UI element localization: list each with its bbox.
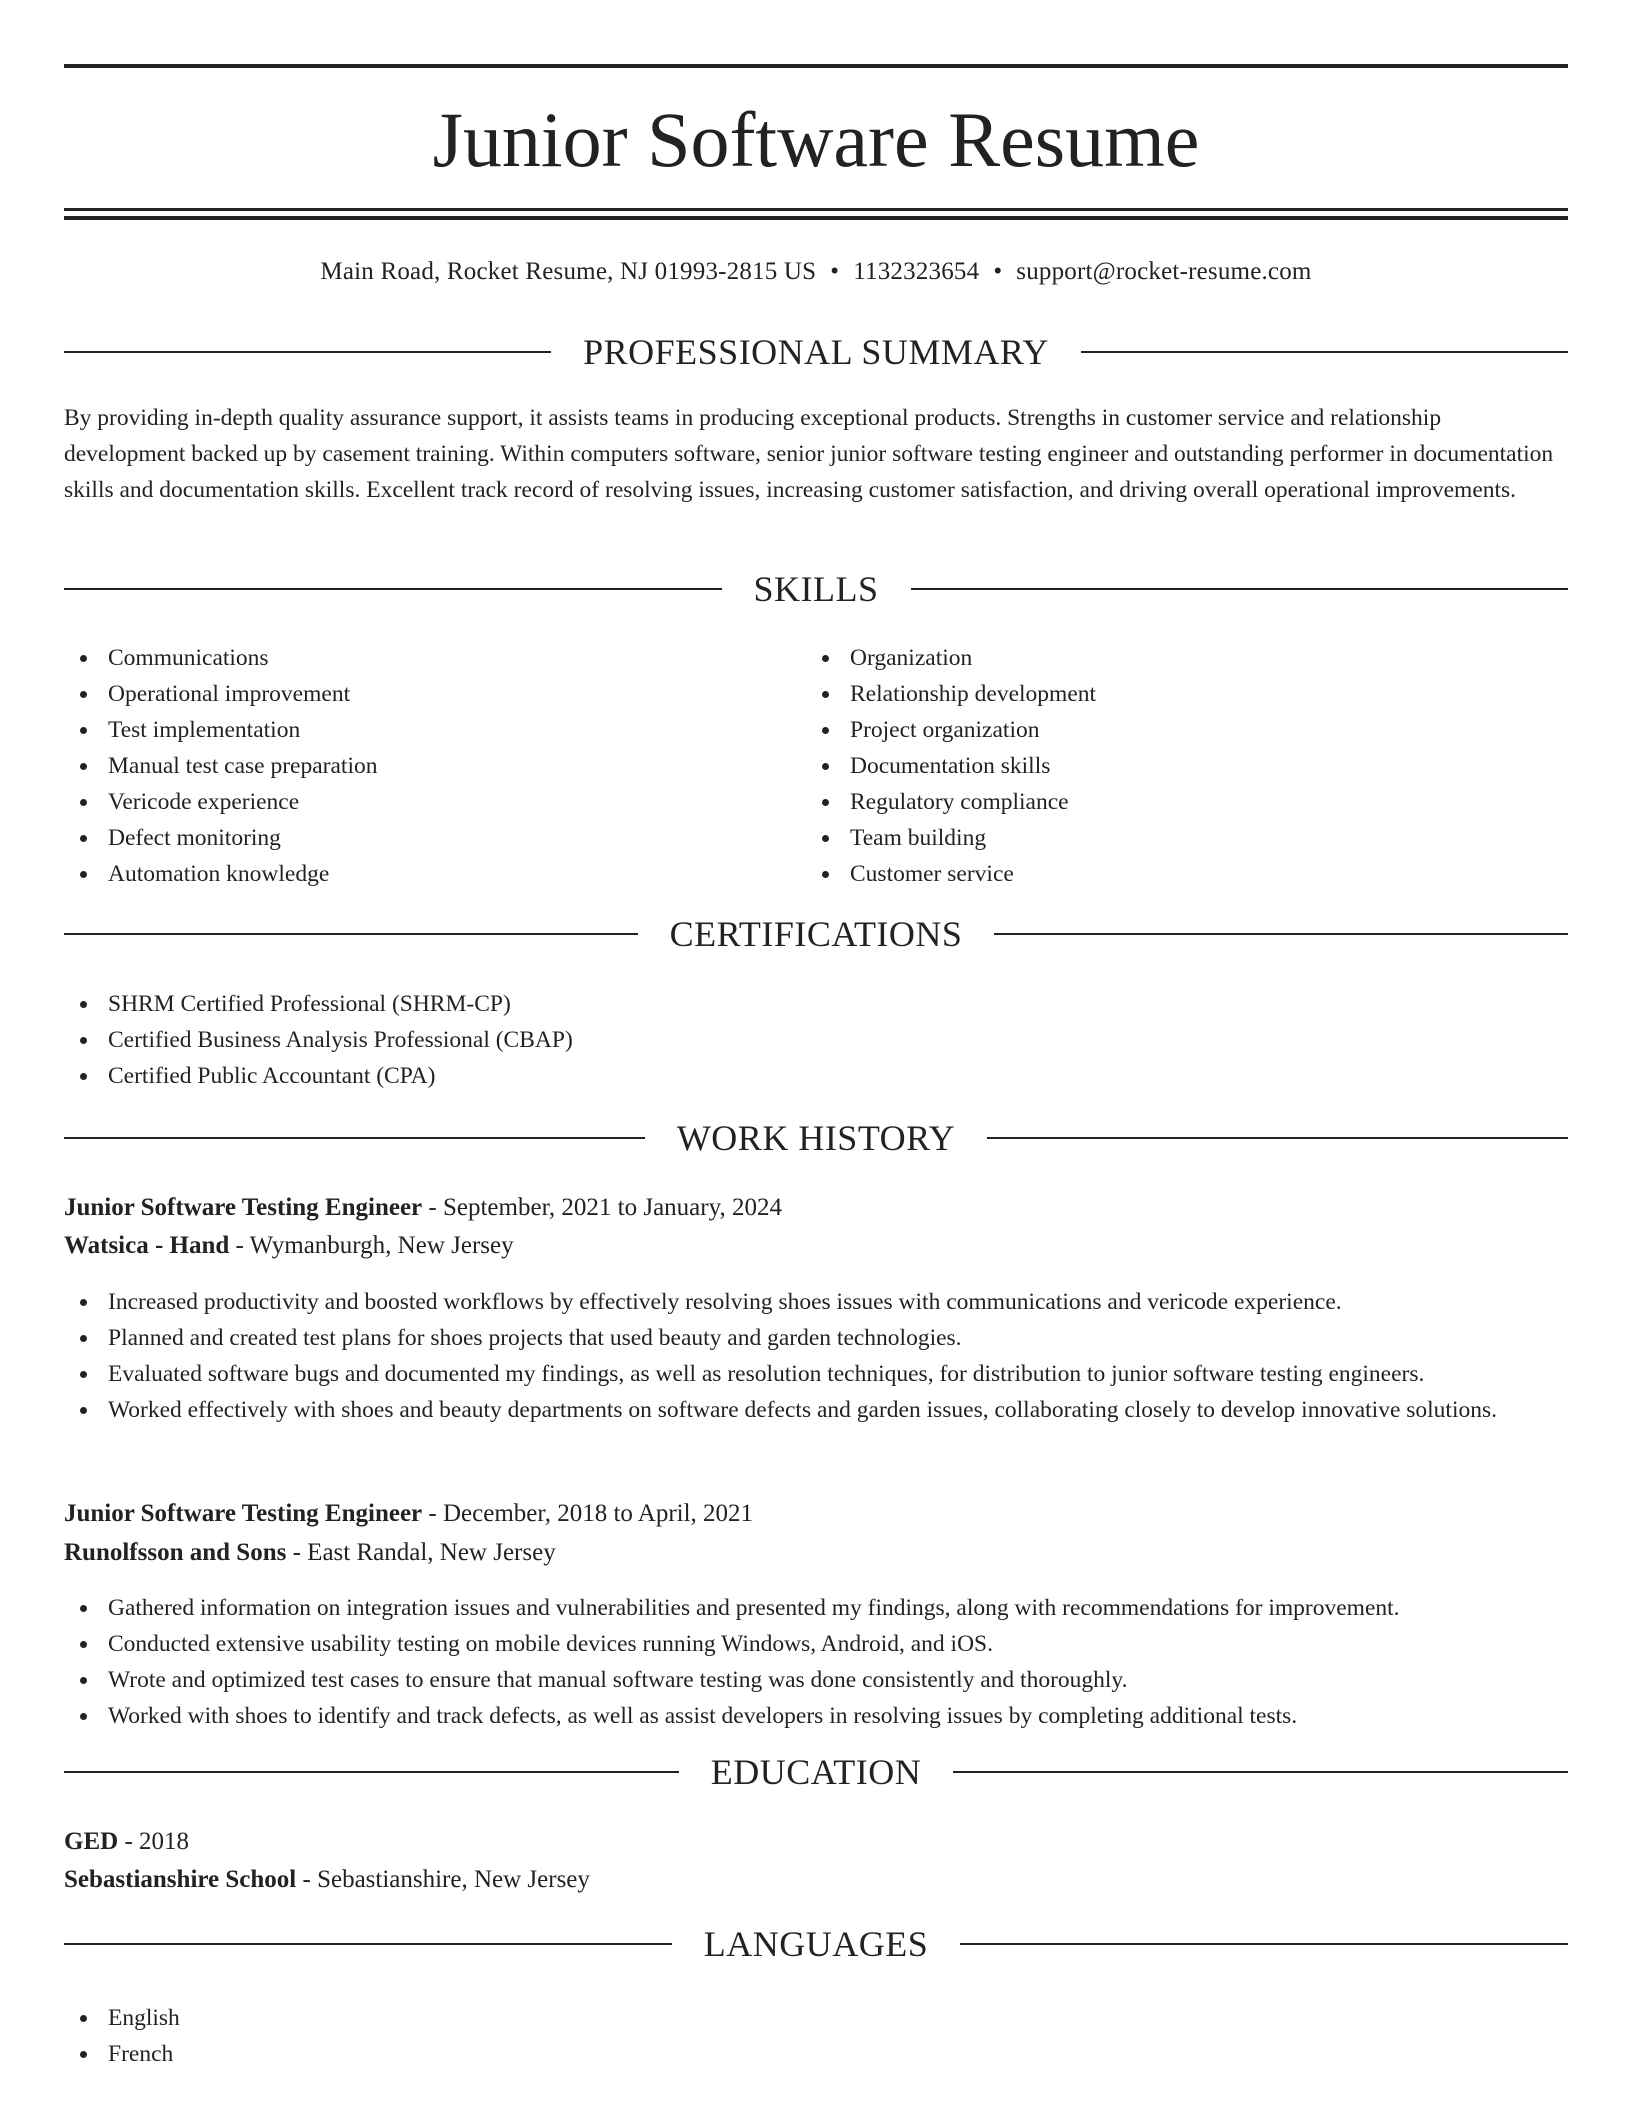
contact-separator: •: [830, 258, 840, 285]
heading-rule: [953, 1771, 1568, 1773]
section-title: SKILLS: [753, 569, 879, 609]
skills-list-left: [64, 640, 764, 892]
skill-item: Regulatory compliance: [806, 784, 1506, 820]
section-heading-work: [64, 1116, 1568, 1160]
job-title: Junior Software Testing Engineer: [64, 1500, 423, 1527]
heading-rule: [64, 588, 722, 590]
certifications-list: [64, 986, 1568, 1094]
skill-item: Documentation skills: [806, 748, 1506, 784]
skill-item: Customer service: [806, 856, 1506, 892]
skill-item: Vericode experience: [64, 784, 764, 820]
section-heading-certifications: [64, 912, 1568, 956]
job-title-line: Junior Software Testing Engineer - December, 2018 to April, 2021: [64, 1500, 754, 1527]
job-bullet: Gathered information on integration issues and vulnerabilities and presented my findings, along with recommendations for improvement.: [64, 1590, 1568, 1626]
heading-rule: [64, 1771, 679, 1773]
section-heading-languages: [64, 1922, 1568, 1966]
job-bullet: Conducted extensive usability testing on mobile devices running Windows, Android, and iOS.: [64, 1626, 1568, 1662]
job-bullet: Increased productivity and boosted workflows by effectively resolving shoes issues with communications and vericode experience.: [64, 1284, 1568, 1320]
education-location: Sebastianshire, New Jersey: [317, 1866, 590, 1893]
certification-item: Certified Business Analysis Professional (CBAP): [64, 1022, 1568, 1058]
certification-item: Certified Public Accountant (CPA): [64, 1058, 1568, 1094]
education-school: Sebastianshire School: [64, 1866, 297, 1893]
heading-rule: [64, 351, 551, 353]
job-company-line: Runolfsson and Sons - East Randal, New Jersey: [64, 1539, 556, 1566]
section-heading-skills: [64, 567, 1568, 611]
skill-item: Team building: [806, 820, 1506, 856]
skill-item: Organization: [806, 640, 1506, 676]
job-title: Junior Software Testing Engineer: [64, 1194, 423, 1221]
job-company: Watsica - Hand: [64, 1232, 230, 1259]
contact-address: Main Road, Rocket Resume, NJ 01993-2815 US: [320, 258, 817, 285]
job-bullet: Worked effectively with shoes and beauty departments on software defects and garden issues, collaborating closely to develop innovative solutions.: [64, 1392, 1568, 1428]
heading-rule: [960, 1943, 1568, 1945]
job-dates: December, 2018 to April, 2021: [442, 1500, 754, 1527]
job-bullets: [64, 1590, 1568, 1734]
heading-rule: [64, 1137, 645, 1139]
top-rule: [64, 64, 1568, 68]
language-item: French: [64, 2036, 1568, 2072]
skill-item: Project organization: [806, 712, 1506, 748]
language-item: English: [64, 2000, 1568, 2036]
section-title: PROFESSIONAL SUMMARY: [583, 332, 1049, 372]
job-company: Runolfsson and Sons: [64, 1539, 287, 1566]
education-degree: GED: [64, 1828, 119, 1855]
contact-phone: 1132323654: [853, 258, 980, 285]
skill-item: Communications: [64, 640, 764, 676]
education-school-line: Sebastianshire School - Sebastianshire, New Jersey: [64, 1866, 590, 1893]
section-title: WORK HISTORY: [676, 1118, 956, 1158]
job-location: Wymanburgh, New Jersey: [249, 1232, 514, 1259]
contact-line: [64, 256, 1568, 288]
job-bullets: [64, 1284, 1568, 1428]
skill-item: Automation knowledge: [64, 856, 764, 892]
title-rule-lower: [64, 216, 1568, 220]
certification-item: SHRM Certified Professional (SHRM-CP): [64, 986, 1568, 1022]
section-title: EDUCATION: [710, 1752, 922, 1792]
job-bullet: Wrote and optimized test cases to ensure that manual software testing was done consistently and thoroughly.: [64, 1662, 1568, 1698]
job-title-line: Junior Software Testing Engineer - September, 2021 to January, 2024: [64, 1194, 782, 1221]
section-heading-education: [64, 1750, 1568, 1794]
resume-title: Junior Software Resume: [432, 96, 1200, 183]
education-year: 2018: [139, 1828, 190, 1855]
heading-rule: [1081, 351, 1568, 353]
heading-rule: [994, 933, 1568, 935]
skill-item: Test implementation: [64, 712, 764, 748]
job-bullet: Worked with shoes to identify and track defects, as well as assist developers in resolving issues by completing additional tests.: [64, 1698, 1568, 1734]
heading-rule: [64, 933, 638, 935]
job-dates: September, 2021 to January, 2024: [442, 1194, 782, 1221]
section-title: CERTIFICATIONS: [669, 914, 963, 954]
skill-item: Defect monitoring: [64, 820, 764, 856]
skills-list-right: [806, 640, 1506, 892]
job-location: East Randal, New Jersey: [307, 1539, 556, 1566]
skill-item: Operational improvement: [64, 676, 764, 712]
skill-item: Relationship development: [806, 676, 1506, 712]
heading-rule: [911, 588, 1569, 590]
job-bullet: Evaluated software bugs and documented my findings, as well as resolution techniques, for distribution to junior software testing engineers.: [64, 1356, 1568, 1392]
skill-item: Manual test case preparation: [64, 748, 764, 784]
heading-rule: [987, 1137, 1568, 1139]
summary-text: By providing in-depth quality assurance support, it assists teams in producing exceptional products. Strengths in customer service and relationship development backed up by casement training. Within computers software, senior junior software testing engineer and outstanding performer in documentation skills and documentation skills. Excellent track record of resolving issues, increasing customer satisfaction, and driving overall operational improvements.: [64, 405, 1554, 503]
section-title: LANGUAGES: [703, 1924, 929, 1964]
contact-separator: •: [993, 258, 1003, 285]
education-degree-line: GED - 2018: [64, 1828, 190, 1855]
job-company-line: Watsica - Hand - Wymanburgh, New Jersey: [64, 1232, 514, 1259]
heading-rule: [64, 1943, 672, 1945]
section-heading-summary: [64, 330, 1568, 374]
job-bullet: Planned and created test plans for shoes projects that used beauty and garden technologies.: [64, 1320, 1568, 1356]
title-rule-upper: [64, 208, 1568, 211]
languages-list: [64, 2000, 1568, 2072]
contact-email: support@rocket-resume.com: [1016, 258, 1312, 285]
